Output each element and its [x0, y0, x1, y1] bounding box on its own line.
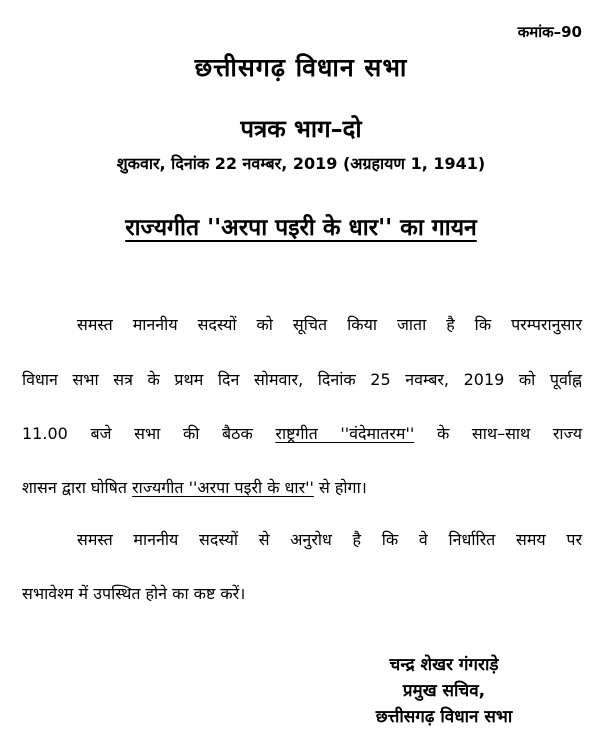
date-line: शुकवार, दिनांक 22 नवम्बर, 2019 (अग्रहायण 1, 1941) — [116, 154, 486, 173]
national-song-underlined: राष्ट्रगीत ''वंदेमातरम'' — [275, 424, 415, 443]
para1-line4-post: से होगा। — [319, 478, 367, 497]
para1-line4-pre: शासन द्वारा घोषित — [22, 478, 128, 497]
para1-line2: विधान सभा सत्र के प्रथम दिन सोमवार, दिनांक 25 नवम्बर, 2019 को पूर्वाह्न — [22, 370, 582, 389]
para2-line1: समस्त माननीय सदस्यों से अनुरोध है कि वे निर्धारित समय पर — [77, 530, 582, 549]
bulletin-title: पत्रक भाग–दो — [240, 115, 362, 143]
para1-line4 — [22, 476, 582, 498]
signatory-designation: प्रमुख सचिव, — [402, 681, 486, 701]
subject-heading — [0, 210, 602, 242]
serial-number: कमांक–90 — [517, 23, 582, 41]
para1-line3-pre: 11.00 बजे सभा की बैठक — [22, 424, 253, 443]
signatory-name: चन्द्र शेखर गंगराड़े — [389, 655, 499, 675]
para1-line3-post: के साथ–साथ राज्य — [436, 424, 583, 443]
para2-line2: सभावेश्म में उपस्थित होने का कष्ट करें। — [22, 584, 246, 603]
para1-line3 — [22, 422, 582, 444]
state-song-underlined: राज्यगीत ''अरपा पइरी के धार'' — [132, 478, 314, 497]
para1-line1: समस्त माननीय सदस्यों को सूचित किया जाता है कि परम्परानुसार — [77, 315, 582, 334]
assembly-name: छत्तीसगढ़ विधान सभा — [194, 53, 408, 82]
signatory-office: छत्तीसगढ़ विधान सभा — [375, 707, 513, 727]
subject-text: राज्यगीत ''अरपा पइरी के धार'' का गायन — [125, 215, 477, 241]
